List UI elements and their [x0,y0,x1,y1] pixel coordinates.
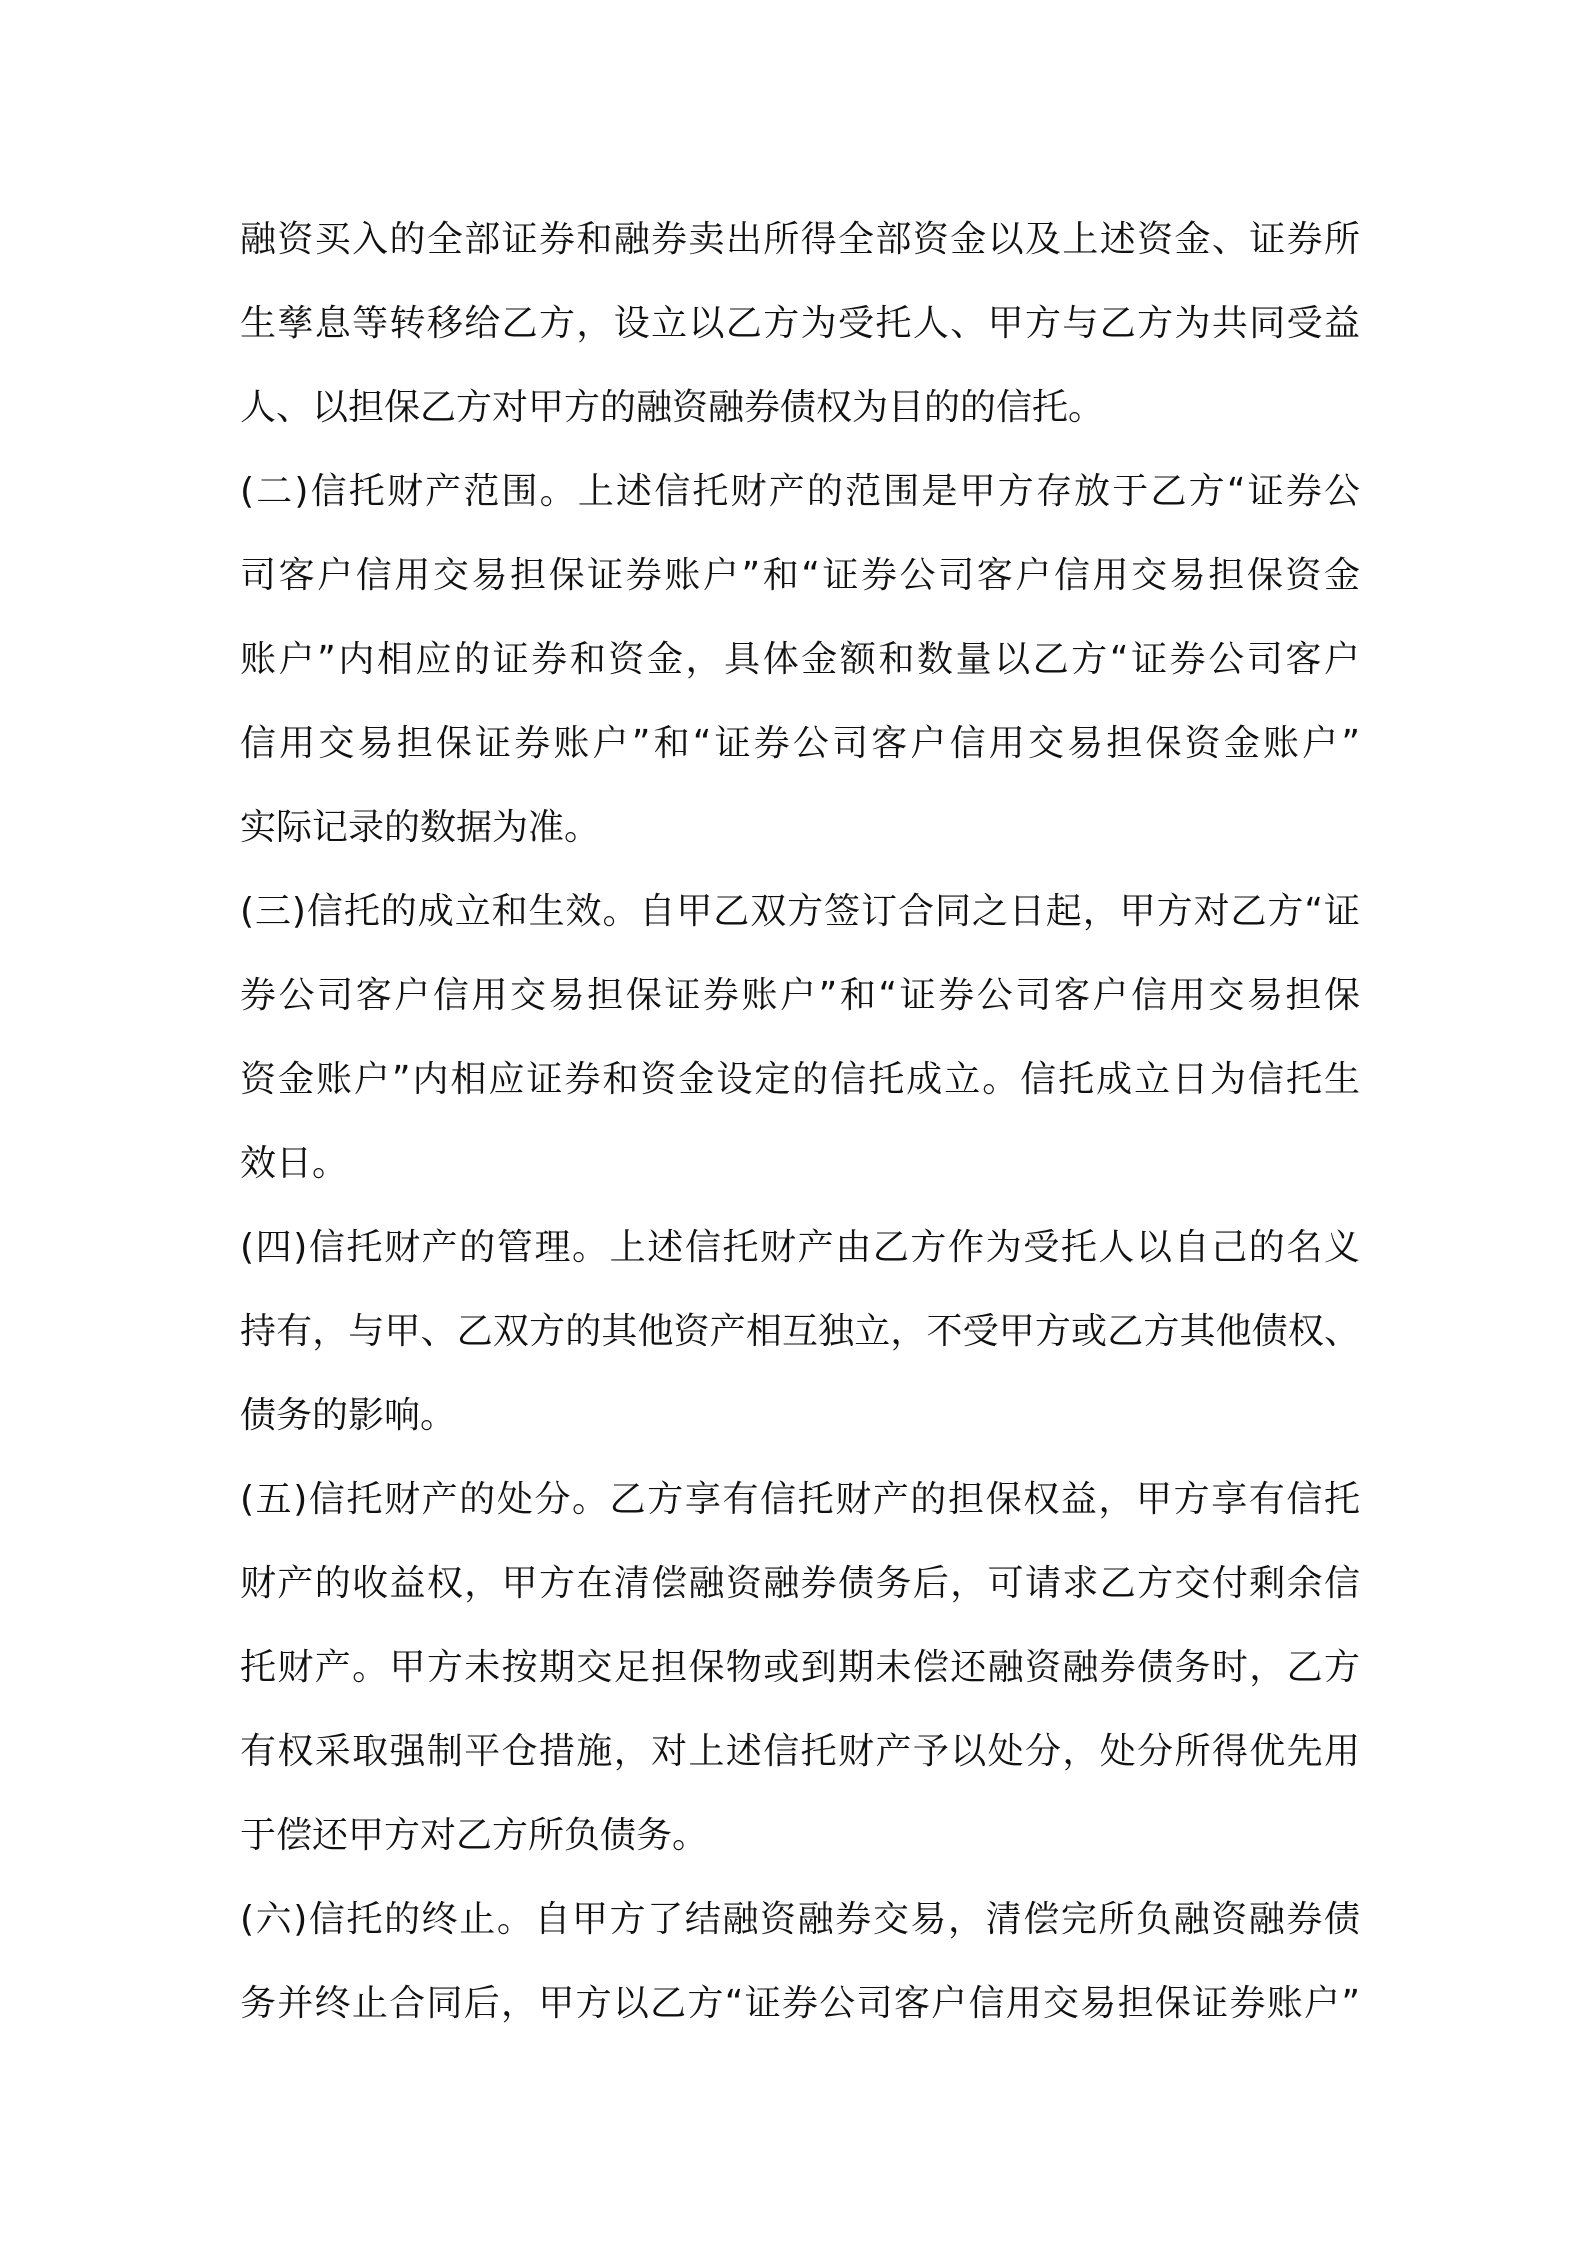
text-line: 托财产。甲方未按期交足担保物或到期未偿还融资融券债务时，乙方 [240,1647,1360,1688]
text-line: 生孳息等转移给乙方，设立以乙方为受托人、甲方与乙方为共同受益 [240,303,1360,344]
text-line: 于偿还甲方对乙方所负债务。 [240,1815,709,1856]
paragraph-section-4 [240,1206,1360,1458]
text-line: 务并终止合同后，甲方以乙方“证券公司客户信用交易担保证券账户” [240,1983,1360,2024]
text-line: (五)信托财产的处分。乙方享有信托财产的担保权益，甲方享有信托 [240,1479,1360,1520]
paragraph-section-2 [240,450,1360,870]
text-line: 券公司客户信用交易担保证券账户”和“证券公司客户信用交易担保 [240,975,1360,1016]
text-line: 人、以担保乙方对甲方的融资融券债权为目的的信托。 [240,387,1105,428]
document-body [240,198,1360,2046]
text-line: 融资买入的全部证券和融券卖出所得全部资金以及上述资金、证券所 [240,219,1360,260]
paragraph-section-5 [240,1458,1360,1878]
text-line: 债务的影响。 [240,1395,457,1436]
text-line: 财产的收益权，甲方在清偿融资融券债务后，可请求乙方交付剩余信 [240,1563,1360,1604]
text-line: 司客户信用交易担保证券账户”和“证券公司客户信用交易担保资金 [240,555,1360,596]
text-line: 账户”内相应的证券和资金，具体金额和数量以乙方“证券公司客户 [240,639,1360,680]
paragraph-section-6 [240,1878,1360,2046]
text-line: 有权采取强制平仓措施，对上述信托财产予以处分，处分所得优先用 [240,1731,1360,1772]
text-line: (六)信托的终止。自甲方了结融资融券交易，清偿完所负融资融券债 [240,1899,1360,1940]
text-line: 实际记录的数据为准。 [240,807,601,848]
text-line: 持有，与甲、乙双方的其他资产相互独立，不受甲方或乙方其他债权、 [240,1311,1360,1352]
text-line: (三)信托的成立和生效。自甲乙双方签订合同之日起，甲方对乙方“证 [240,891,1360,932]
text-line: 信用交易担保证券账户”和“证券公司客户信用交易担保资金账户” [240,723,1360,764]
text-line: (四)信托财产的管理。上述信托财产由乙方作为受托人以自己的名义 [240,1227,1360,1268]
text-line: 效日。 [240,1143,349,1184]
text-line: 资金账户”内相应证券和资金设定的信托成立。信托成立日为信托生 [240,1059,1360,1100]
text-line: (二)信托财产范围。上述信托财产的范围是甲方存放于乙方“证券公 [240,471,1360,512]
paragraph-continuation [240,198,1360,450]
paragraph-section-3 [240,870,1360,1206]
